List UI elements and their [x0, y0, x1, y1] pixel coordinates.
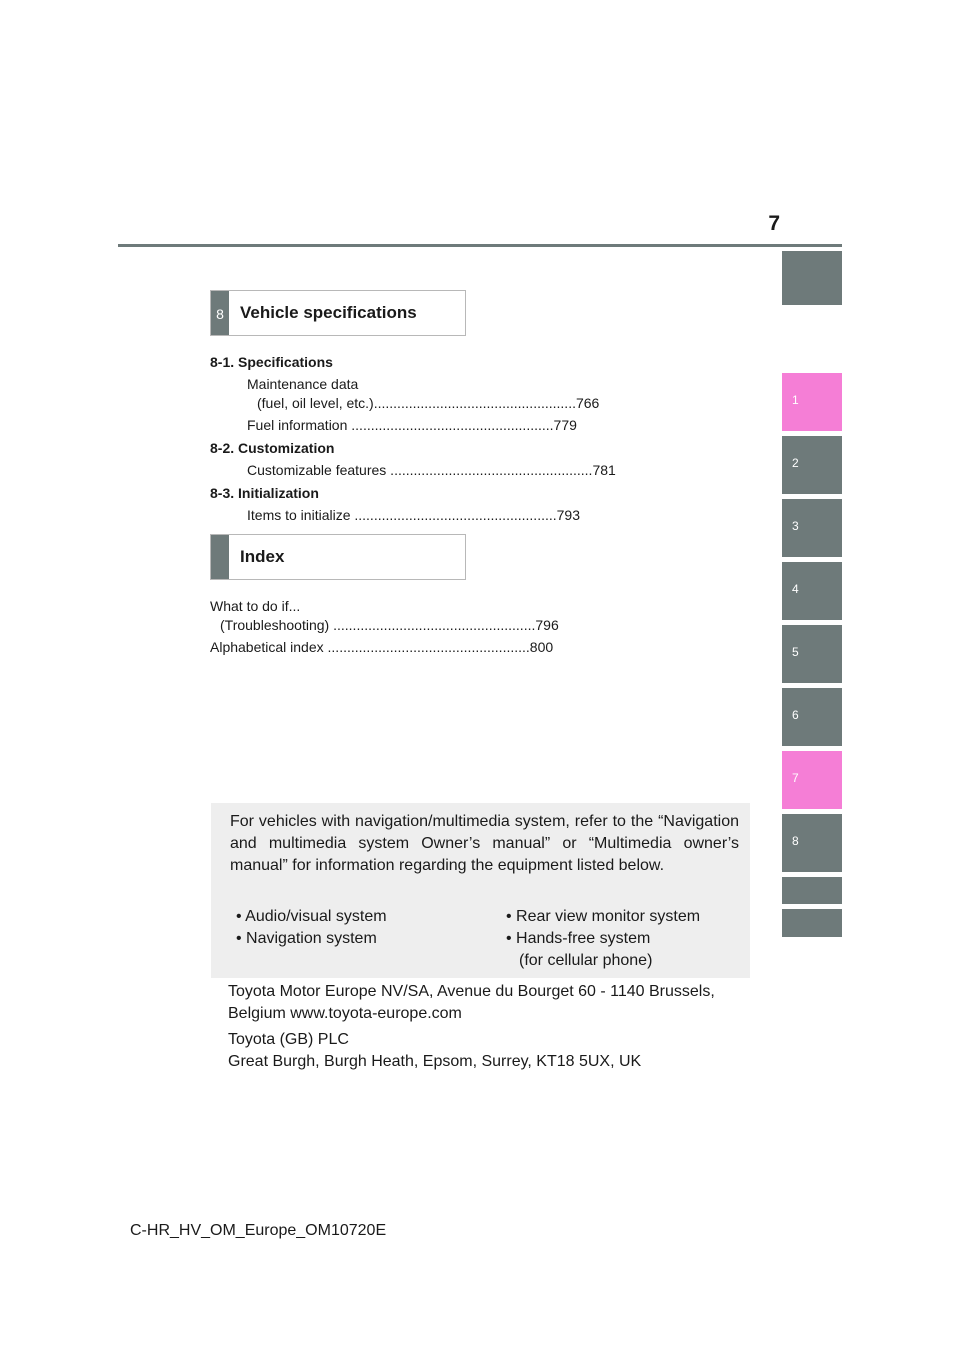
toc-item-what-to-do-line1[interactable]: What to do if...: [210, 598, 301, 614]
leader-dots: ....................................................: [323, 639, 530, 655]
toc-item-initialize[interactable]: Items to initialize .................................................... 793: [247, 507, 580, 523]
address-line-1: Toyota Motor Europe NV/SA, Avenue du Bourget 60 - 1140 Brussels,: [228, 983, 715, 1000]
leader-dots: ....................................................: [347, 417, 554, 433]
section-header-index: [210, 534, 466, 580]
side-tab-1[interactable]: 1: [782, 373, 842, 431]
side-tab-7[interactable]: 7: [782, 751, 842, 809]
side-tab-8[interactable]: 8: [782, 814, 842, 872]
toc-subheading-8-2: 8-2. Customization: [210, 440, 335, 456]
side-tab-top[interactable]: [782, 251, 842, 305]
section-bar: [211, 535, 229, 579]
note-text: For vehicles with navigation/multimedia system, refer to the “Navigation and multimedia system Owner’s manual” or “Multimedia owner’s manual” for information regarding the equipment listed below.: [230, 813, 739, 874]
toc-item-alphabetical-index[interactable]: Alphabetical index .................................................... 800: [210, 639, 554, 655]
side-tab-index-b[interactable]: [782, 909, 842, 937]
bullet-hands-free: • Hands-free system: [506, 930, 651, 947]
bullet-rear-view: • Rear view monitor system: [506, 908, 701, 925]
toc-subheading-8-1: 8-1. Specifications: [210, 354, 333, 370]
bullet-navigation: • Navigation system: [236, 930, 377, 947]
address-line-3: Toyota (GB) PLC: [228, 1031, 349, 1048]
toc-item-troubleshooting[interactable]: (Troubleshooting) .................................................... 796: [220, 617, 559, 633]
toc-item-maintenance-line1[interactable]: Maintenance data: [247, 376, 359, 392]
footer-code: C-HR_HV_OM_Europe_OM10720E: [130, 1222, 387, 1239]
side-tab-index-a[interactable]: [782, 877, 842, 904]
section-header-8: [210, 290, 466, 336]
toc-item-fuel-info[interactable]: Fuel information .................................................... 779: [247, 417, 577, 433]
address-line-4: Great Burgh, Burgh Heath, Epsom, Surrey, KT18 5UX, UK: [228, 1053, 642, 1070]
toc-item-customizable[interactable]: Customizable features .................................................... 781: [247, 462, 616, 478]
leader-dots: ....................................................: [350, 507, 557, 523]
page-number: 7: [768, 212, 780, 235]
leader-dots: ....................................................: [329, 617, 536, 633]
leader-dots: ....................................................: [373, 395, 576, 411]
section-number: 8: [211, 291, 229, 335]
section-title: Index: [240, 547, 285, 566]
toc-item-maintenance[interactable]: (fuel, oil level, etc.) .................................................... 766: [257, 395, 600, 411]
section-title: Vehicle specifications: [240, 303, 417, 322]
bullet-audio-visual: • Audio/visual system: [236, 908, 387, 925]
bullet-hands-free-note: (for cellular phone): [519, 952, 653, 969]
address-line-2: Belgium www.toyota-europe.com: [228, 1005, 462, 1022]
side-tab-2[interactable]: 2: [782, 436, 842, 494]
side-tab-4[interactable]: 4: [782, 562, 842, 620]
side-tab-3[interactable]: 3: [782, 499, 842, 557]
side-tab-6[interactable]: 6: [782, 688, 842, 746]
leader-dots: ....................................................: [386, 462, 593, 478]
header-rule: [118, 244, 842, 247]
toc-subheading-8-3: 8-3. Initialization: [210, 485, 319, 501]
side-tab-5[interactable]: 5: [782, 625, 842, 683]
